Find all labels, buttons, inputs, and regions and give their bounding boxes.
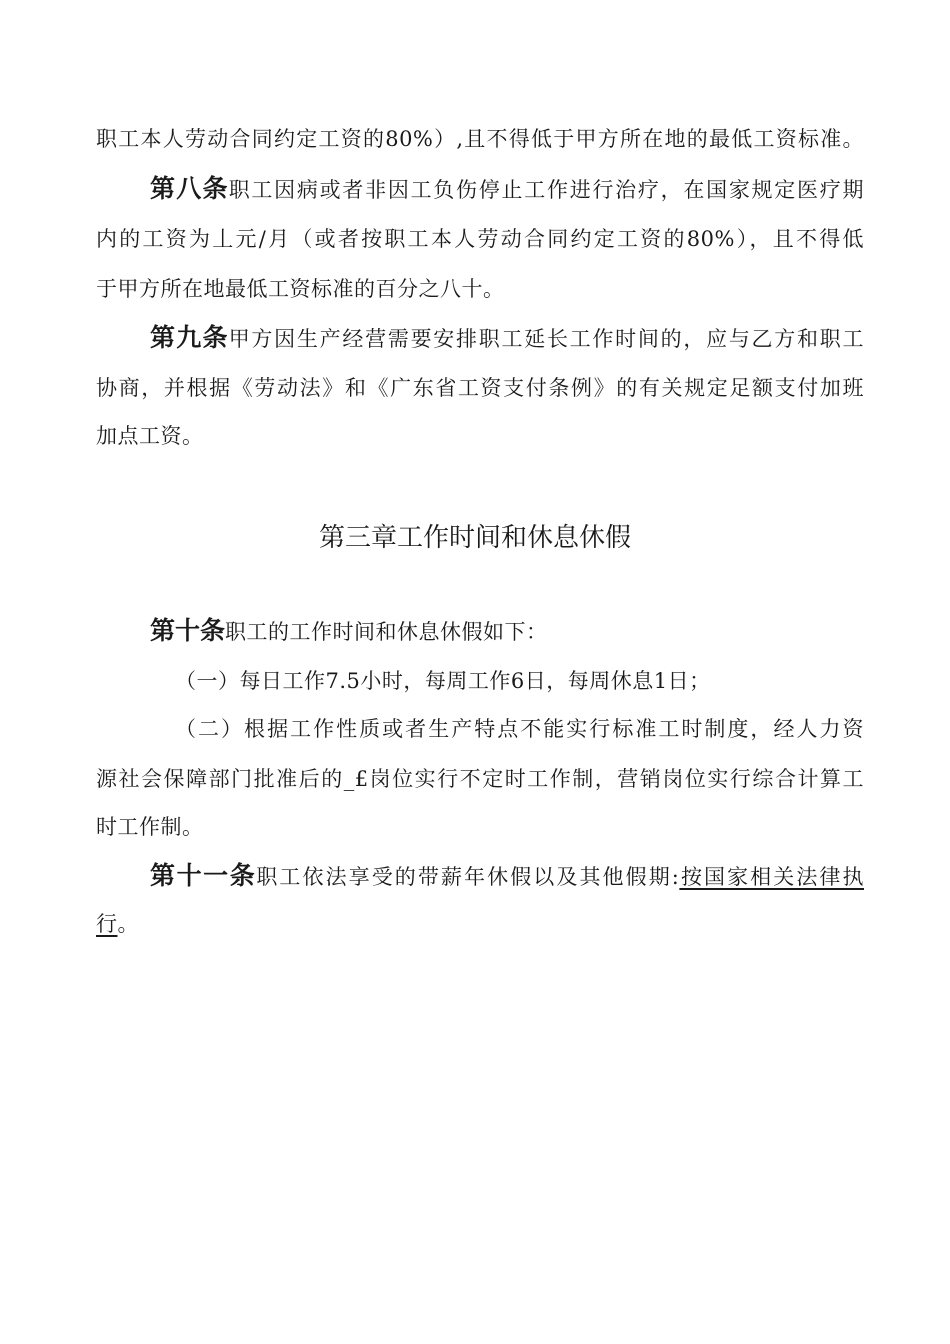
article-10-item-1: （一）每日工作7.5小时，每周工作6日，每周休息1日；	[175, 669, 711, 693]
article-9-line-3: 加点工资。	[96, 424, 204, 448]
chapter-3-title: 第三章工作时间和休息休假	[318, 523, 631, 553]
article-10-item-2-line-1: （二）根据工作性质或者生产特点不能实行标准工时制度，经人力资	[175, 717, 864, 741]
article-11-line-2	[96, 909, 139, 939]
article-10-heading: 第十条	[150, 616, 226, 645]
article-11-underlined-1: 按国家相关法律执	[679, 865, 865, 889]
article-11-underlined-2: 行	[96, 912, 118, 936]
article-10-text-1: 职工的工作时间和休息休假如下：	[225, 620, 548, 644]
article-9-line-1	[150, 323, 864, 354]
article-11-line-1	[150, 861, 864, 892]
article-8-line-3: 于甲方所在地最低工资标准的百分之八十。	[96, 277, 505, 301]
article-11-text-1: 职工依法享受的带薪年休假以及其他假期:	[256, 865, 680, 889]
article-8-text-1: 职工因病或者非因工负伤停止工作进行治疗，在国家规定医疗期	[228, 178, 864, 202]
article-8-line-2: 内的工资为丄元/月（或者按职工本人劳动合同约定工资的80%），且不得低	[96, 227, 864, 251]
article-8-heading: 第八条	[150, 174, 229, 203]
article-9-heading: 第九条	[150, 323, 229, 352]
article-9-text-1: 甲方因生产经营需要安排职工延长工作时间的，应与乙方和职工	[228, 327, 864, 351]
article-11-heading: 第十一条	[150, 861, 257, 890]
article-11-tail: 。	[117, 912, 139, 936]
article-10-item-2-line-2: 源社会保障部门批准后的_£岗位实行不定时工作制，营销岗位实行综合计算工	[96, 767, 864, 791]
article-10-line-1	[150, 616, 548, 647]
article-10-item-2-line-3: 时工作制。	[96, 815, 204, 839]
article-7-tail-line: 职工本人劳动合同约定工资的80%）,且不得低于甲方所在地的最低工资标准。	[96, 127, 864, 151]
article-8-line-1	[150, 174, 864, 205]
article-9-line-2: 协商，并根据《劳动法》和《广东省工资支付条例》的有关规定足额支付加班	[96, 376, 864, 400]
